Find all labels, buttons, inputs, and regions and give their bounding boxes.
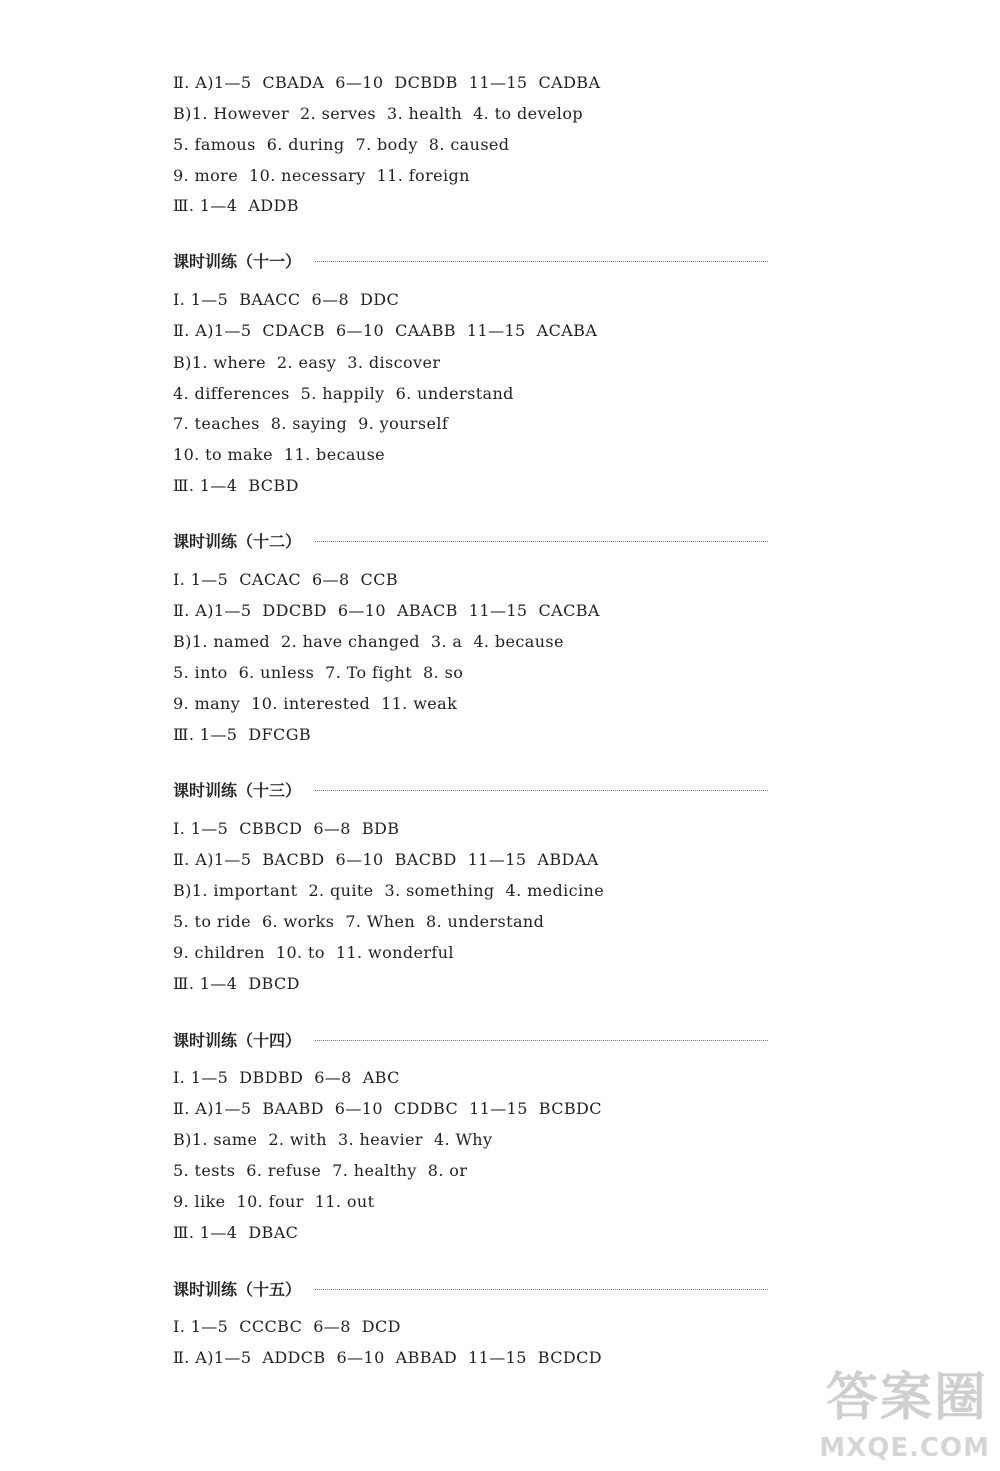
answer-line: Ⅱ. A)1—5 DDCBD 6—10 ABACB 11—15 CACBA — [173, 601, 600, 620]
answer-line: Ⅲ. 1—4 DBCD — [173, 974, 300, 993]
dotted-rule — [315, 541, 768, 542]
watermark — [802, 1355, 992, 1465]
dotted-rule — [315, 1289, 768, 1290]
answer-line: Ⅲ. 1—4 BCBD — [173, 476, 299, 495]
answer-line: 10. to make 11. because — [173, 445, 386, 464]
answer-line: B)1. same 2. with 3. heavier 4. Why — [173, 1130, 493, 1149]
answer-line: 9. more 10. necessary 11. foreign — [173, 166, 470, 185]
answer-line: 4. differences 5. happily 6. understand — [173, 384, 514, 403]
watermark-logo: 答案圈 — [825, 1368, 988, 1428]
answer-line: 7. teaches 8. saying 9. yourself — [173, 414, 449, 433]
answer-line: B)1. important 2. quite 3. something 4. medicine — [173, 881, 605, 900]
answer-line: Ⅱ. A)1—5 CDACB 6—10 CAABB 11—15 ACABA — [173, 321, 598, 340]
answer-line: Ⅰ. 1—5 DBDBD 6—8 ABC — [173, 1068, 400, 1087]
section-heading — [173, 1027, 768, 1051]
section-title: 课时训练（十四） — [173, 1030, 302, 1050]
answer-line: Ⅰ. 1—5 CACAC 6—8 CCB — [173, 570, 399, 589]
answer-line: 5. to ride 6. works 7. When 8. understand — [173, 912, 545, 931]
answer-line: Ⅱ. A)1—5 BACBD 6—10 BACBD 11—15 ABDAA — [173, 850, 599, 869]
answer-line: 5. into 6. unless 7. To fight 8. so — [173, 663, 464, 682]
dotted-rule — [315, 261, 768, 262]
section-title: 课时训练（十一） — [173, 251, 302, 271]
answer-line: B)1. where 2. easy 3. discover — [173, 353, 441, 372]
section-heading — [173, 248, 768, 272]
section-title: 课时训练（十三） — [173, 780, 302, 800]
answer-line: Ⅰ. 1—5 CCCBC 6—8 DCD — [173, 1317, 401, 1336]
answer-line: 9. like 10. four 11. out — [173, 1192, 375, 1211]
section-title: 课时训练（十二） — [173, 531, 302, 551]
answer-line: B)1. named 2. have changed 3. a 4. because — [173, 632, 564, 651]
answer-line: Ⅱ. A)1—5 ADDCB 6—10 ABBAD 11—15 BCDCD — [173, 1348, 602, 1367]
answer-line: 9. children 10. to 11. wonderful — [173, 943, 454, 962]
answer-line: 5. tests 6. refuse 7. healthy 8. or — [173, 1161, 468, 1180]
section-title: 课时训练（十五） — [173, 1279, 302, 1299]
answer-line: 5. famous 6. during 7. body 8. caused — [173, 135, 510, 154]
answer-line: Ⅱ. A)1—5 BAABD 6—10 CDDBC 11—15 BCBDC — [173, 1099, 602, 1118]
answer-line: Ⅲ. 1—4 ADDB — [173, 196, 299, 215]
section-heading — [173, 777, 768, 801]
answer-line: Ⅰ. 1—5 BAACC 6—8 DDC — [173, 290, 400, 309]
answer-line: 9. many 10. interested 11. weak — [173, 694, 458, 713]
watermark-url: MXQE.COM — [819, 1433, 990, 1463]
section-heading — [173, 528, 768, 552]
answer-line: Ⅱ. A)1—5 CBADA 6—10 DCBDB 11—15 CADBA — [173, 73, 601, 92]
answer-line: Ⅲ. 1—4 DBAC — [173, 1223, 299, 1242]
answer-line: B)1. However 2. serves 3. health 4. to develop — [173, 104, 583, 123]
section-heading — [173, 1276, 768, 1300]
answer-line: Ⅰ. 1—5 CBBCD 6—8 BDB — [173, 819, 400, 838]
dotted-rule — [315, 790, 768, 791]
dotted-rule — [315, 1040, 768, 1041]
answer-line: Ⅲ. 1—5 DFCGB — [173, 725, 312, 744]
